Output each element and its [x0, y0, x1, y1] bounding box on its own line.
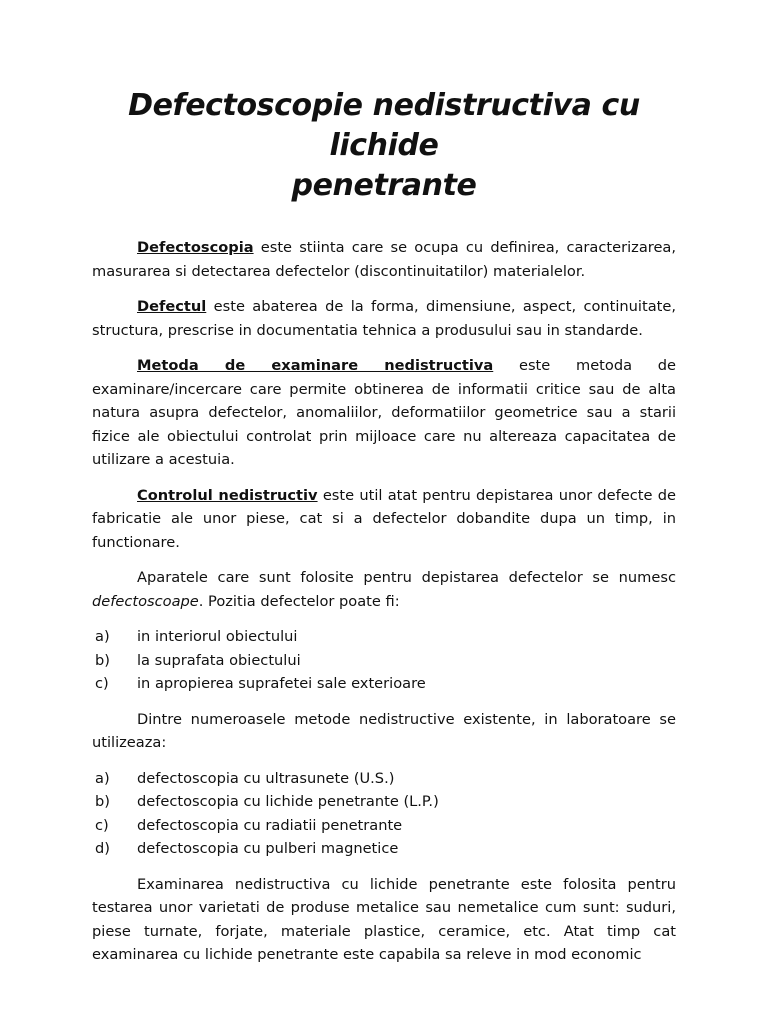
- list-item: [92, 625, 676, 649]
- term-defectoscoape: defectoscoape: [92, 592, 199, 610]
- term-controlul: Controlul nedistructiv: [137, 486, 318, 504]
- title-line-2: penetrante: [291, 168, 477, 203]
- document-body: [92, 236, 676, 967]
- term-metoda: Metoda de examinare nedistructiva: [137, 357, 494, 374]
- paragraph-dintre: Dintre numeroasele metode nedistructive existente, in laboratoare se utilizeaza:: [92, 710, 676, 751]
- list-marker: a): [95, 628, 110, 645]
- list-marker: d): [95, 840, 110, 857]
- list-item-text: la suprafata obiectului: [137, 651, 301, 669]
- list-item: [92, 790, 676, 814]
- page-title: [92, 0, 676, 206]
- title-line-1: Defectoscopie nedistructiva cu lichide: [128, 88, 640, 163]
- paragraph-text: este metoda de examinare/incercare care permite obtinerea de informatii critice sau de alta natura asupra defectelor, anomaliilor, deformatiilor geometrice sau a starii fizice ale obiectului controlat prin mijloace care nu altereaza capacitatea de utilizare a acestuia.: [92, 357, 677, 468]
- paragraph-text: este stiinta care se ocupa cu definirea, caracterizarea, masurarea si detectarea defectelor (discontinuitatilor) materialelor.: [92, 239, 676, 280]
- paragraph-controlul: [92, 484, 676, 555]
- paragraph-text: este util atat pentru depistarea unor defecte de fabricatie ale unor piese, cat si a defectelor dobandite dupa un timp, in functionare.: [92, 486, 676, 551]
- list-item: [92, 767, 676, 791]
- list-item-text: defectoscopia cu lichide penetrante (L.P.): [137, 793, 439, 810]
- paragraph-aparatele: [92, 566, 676, 613]
- paragraph-metoda: [92, 354, 676, 472]
- list-marker: c): [95, 816, 109, 834]
- paragraph-examinarea: Examinarea nedistructiva cu lichide penetrante este folosita pentru testarea unor varietati de produse metalice sau nemetalice cum sunt: suduri, piese turnate, forjate, materiale plastice, ceramice, etc. Atat timp cat examinarea cu lichide penetrante este capabila sa releve in mod economic: [92, 875, 676, 963]
- paragraph-text: . Pozitia defectelor poate fi:: [198, 592, 400, 610]
- term-defectul: Defectul: [137, 298, 207, 315]
- paragraph-defectul: [92, 295, 676, 342]
- list-methods: [92, 767, 676, 861]
- paragraph-defectoscopia: [92, 236, 676, 283]
- list-marker: c): [95, 675, 109, 692]
- term-defectoscopia: Defectoscopia: [137, 239, 254, 256]
- list-item: [92, 837, 676, 861]
- list-item: [92, 814, 676, 838]
- list-item-text: defectoscopia cu ultrasunete (U.S.): [137, 769, 395, 787]
- list-item: [92, 649, 676, 673]
- list-item: [92, 672, 676, 696]
- list-item-text: in interiorul obiectului: [137, 628, 298, 645]
- list-marker: b): [95, 651, 110, 669]
- list-marker: a): [95, 769, 110, 787]
- list-item-text: defectoscopia cu radiatii penetrante: [137, 816, 403, 834]
- list-item-text: defectoscopia cu pulberi magnetice: [137, 840, 399, 857]
- paragraph-text: Aparatele care sunt folosite pentru depistarea defectelor se numesc: [137, 569, 676, 586]
- list-marker: b): [95, 793, 110, 810]
- paragraph-text: este abaterea de la forma, dimensiune, aspect, continuitate, structura, prescrise in documentatia tehnica a produsului sau in standarde.: [92, 298, 676, 339]
- list-item-text: in apropierea suprafetei sale exterioare: [137, 675, 426, 692]
- list-positions: [92, 625, 676, 696]
